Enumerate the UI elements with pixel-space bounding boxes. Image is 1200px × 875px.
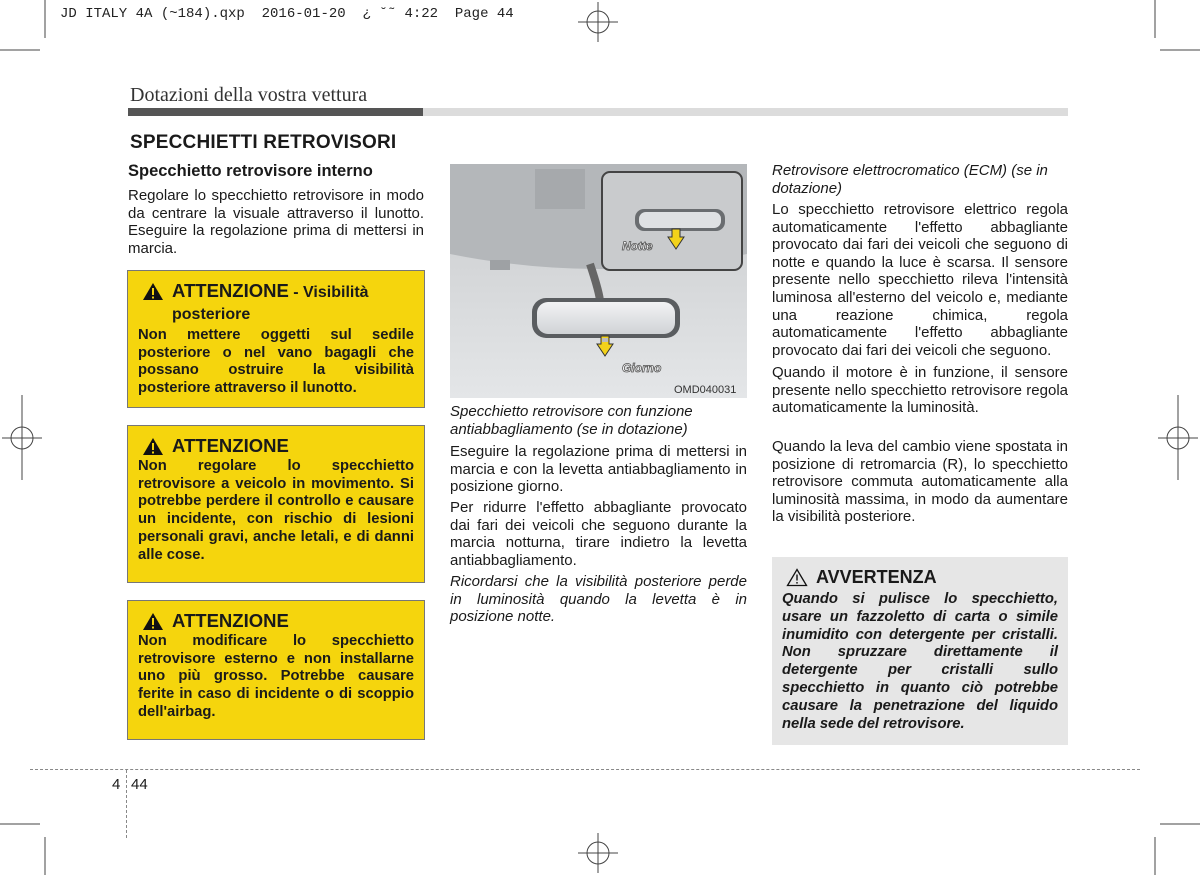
printer-slug: JD ITALY 4A (~184).qxp 2016-01-20 ¿ ˘˜ 4:22 Page 44: [60, 6, 514, 22]
subheading-interior-mirror: Specchietto retrovisore interno: [128, 162, 373, 180]
notice-title: AVVERTENZA: [786, 567, 1058, 587]
warning-text: Non modificare lo specchietto retrovisore esterno e non installarne uno più grosso. Potrebbe causare ferite in caso di incidente o di scoppio dell'airbag.: [138, 633, 414, 720]
warning-box-3: [127, 600, 425, 740]
warning-text: Non regolare lo specchietto retrovisore a veicolo in movimento. Si potrebbe perdere il controllo e causare un incidente, con rischio di lesioni personali gravi, anche letali, e di danni alle cose.: [138, 458, 414, 563]
footer-rule: [30, 769, 1140, 770]
night-label: Notte: [622, 239, 653, 253]
figure-code: OMD040031: [674, 384, 737, 396]
warning-text: Non mettere oggetti sul sedile posteriore o nel vano bagagli che possano ostruire la visibilità posteriore attraverso il lunotto.: [138, 327, 414, 397]
notice-text: Quando si pulisce lo specchietto, usare un fazzoletto di carta o simile inumidito con detergente per cristalli. Non spruzzare direttamente il detergente per cristalli sullo specchietto in quanto ciò potrebbe causare la penetrazione del liquido nella sede del retrovisore.: [782, 591, 1058, 732]
day-label: Giorno: [622, 361, 662, 375]
ecm-heading: Retrovisore elettrocromatico (ECM) (se in dotazione): [772, 162, 1048, 197]
middle-paragraph-3: Ricordarsi che la visibilità posteriore perde in luminosità quando la levetta è in posizione notte.: [450, 573, 747, 626]
warning-triangle-icon: [142, 282, 164, 301]
notice-box: [772, 557, 1068, 745]
registration-mark-top: [578, 2, 618, 42]
warning-triangle-icon: [142, 437, 164, 456]
registration-mark-bottom: [578, 833, 618, 873]
warning-box-1: [127, 270, 425, 408]
caution-triangle-icon: [786, 568, 808, 587]
registration-mark-left: [2, 395, 42, 480]
middle-paragraph-1: Eseguire la regolazione prima di mettersi in marcia e con la levetta antiabbagliamento in posizione giorno.: [450, 443, 747, 496]
warning-box-2: [127, 425, 425, 583]
chapter-number: 4: [112, 776, 121, 793]
warning-title: ATTENZIONE: [142, 611, 414, 631]
warning-title: ATTENZIONE: [142, 436, 414, 456]
warning-title: ATTENZIONE - Visibilità posteriore: [142, 281, 414, 325]
chapter-title: Dotazioni della vostra vettura: [130, 84, 368, 106]
right-paragraph-3: Quando la leva del cambio viene spostata in posizione di retromarcia (R), lo specchietto retrovisore commuta automaticamente alla luminosità massima, in modo da aumentare la visibilità posteriore.: [772, 438, 1068, 526]
right-paragraph-2: Quando il motore è in funzione, il sensore presente nello specchietto retrovisore regola automaticamente la luminosità.: [772, 364, 1068, 417]
section-title: SPECCHIETTI RETROVISORI: [130, 132, 397, 153]
mirror-illustration: [450, 164, 747, 398]
registration-mark-right: [1158, 395, 1198, 480]
page-number: 44: [131, 776, 148, 793]
right-paragraph-1: Lo specchietto retrovisore elettrico regola automaticamente l'effetto abbagliante provocato dai fari dei veicoli che seguono di notte e quando la luce è scarsa. Il sensore presente nello specchietto rileva l'intensità luminosa all'esterno del veicolo e, mediante una reazione chimica, regola automaticamente l'effetto abbagliante provocato dai fari dei veicoli che seguono.: [772, 201, 1068, 359]
intro-paragraph: Regolare lo specchietto retrovisore in modo da centrare la visuale attraverso il lunotto. Eseguire la regolazione prima di mettersi in marcia.: [128, 187, 424, 257]
footer-divider: [126, 770, 127, 838]
warning-triangle-icon: [142, 612, 164, 631]
header-rule: [128, 108, 1068, 116]
figure-caption: Specchietto retrovisore con funzione antiabbagliamento (se in dotazione): [450, 403, 693, 438]
middle-paragraph-2: Per ridurre l'effetto abbagliante provocato dai fari dei veicoli che seguono durante la marcia notturna, tirare indietro la levetta antiabbagliamento.: [450, 499, 747, 569]
